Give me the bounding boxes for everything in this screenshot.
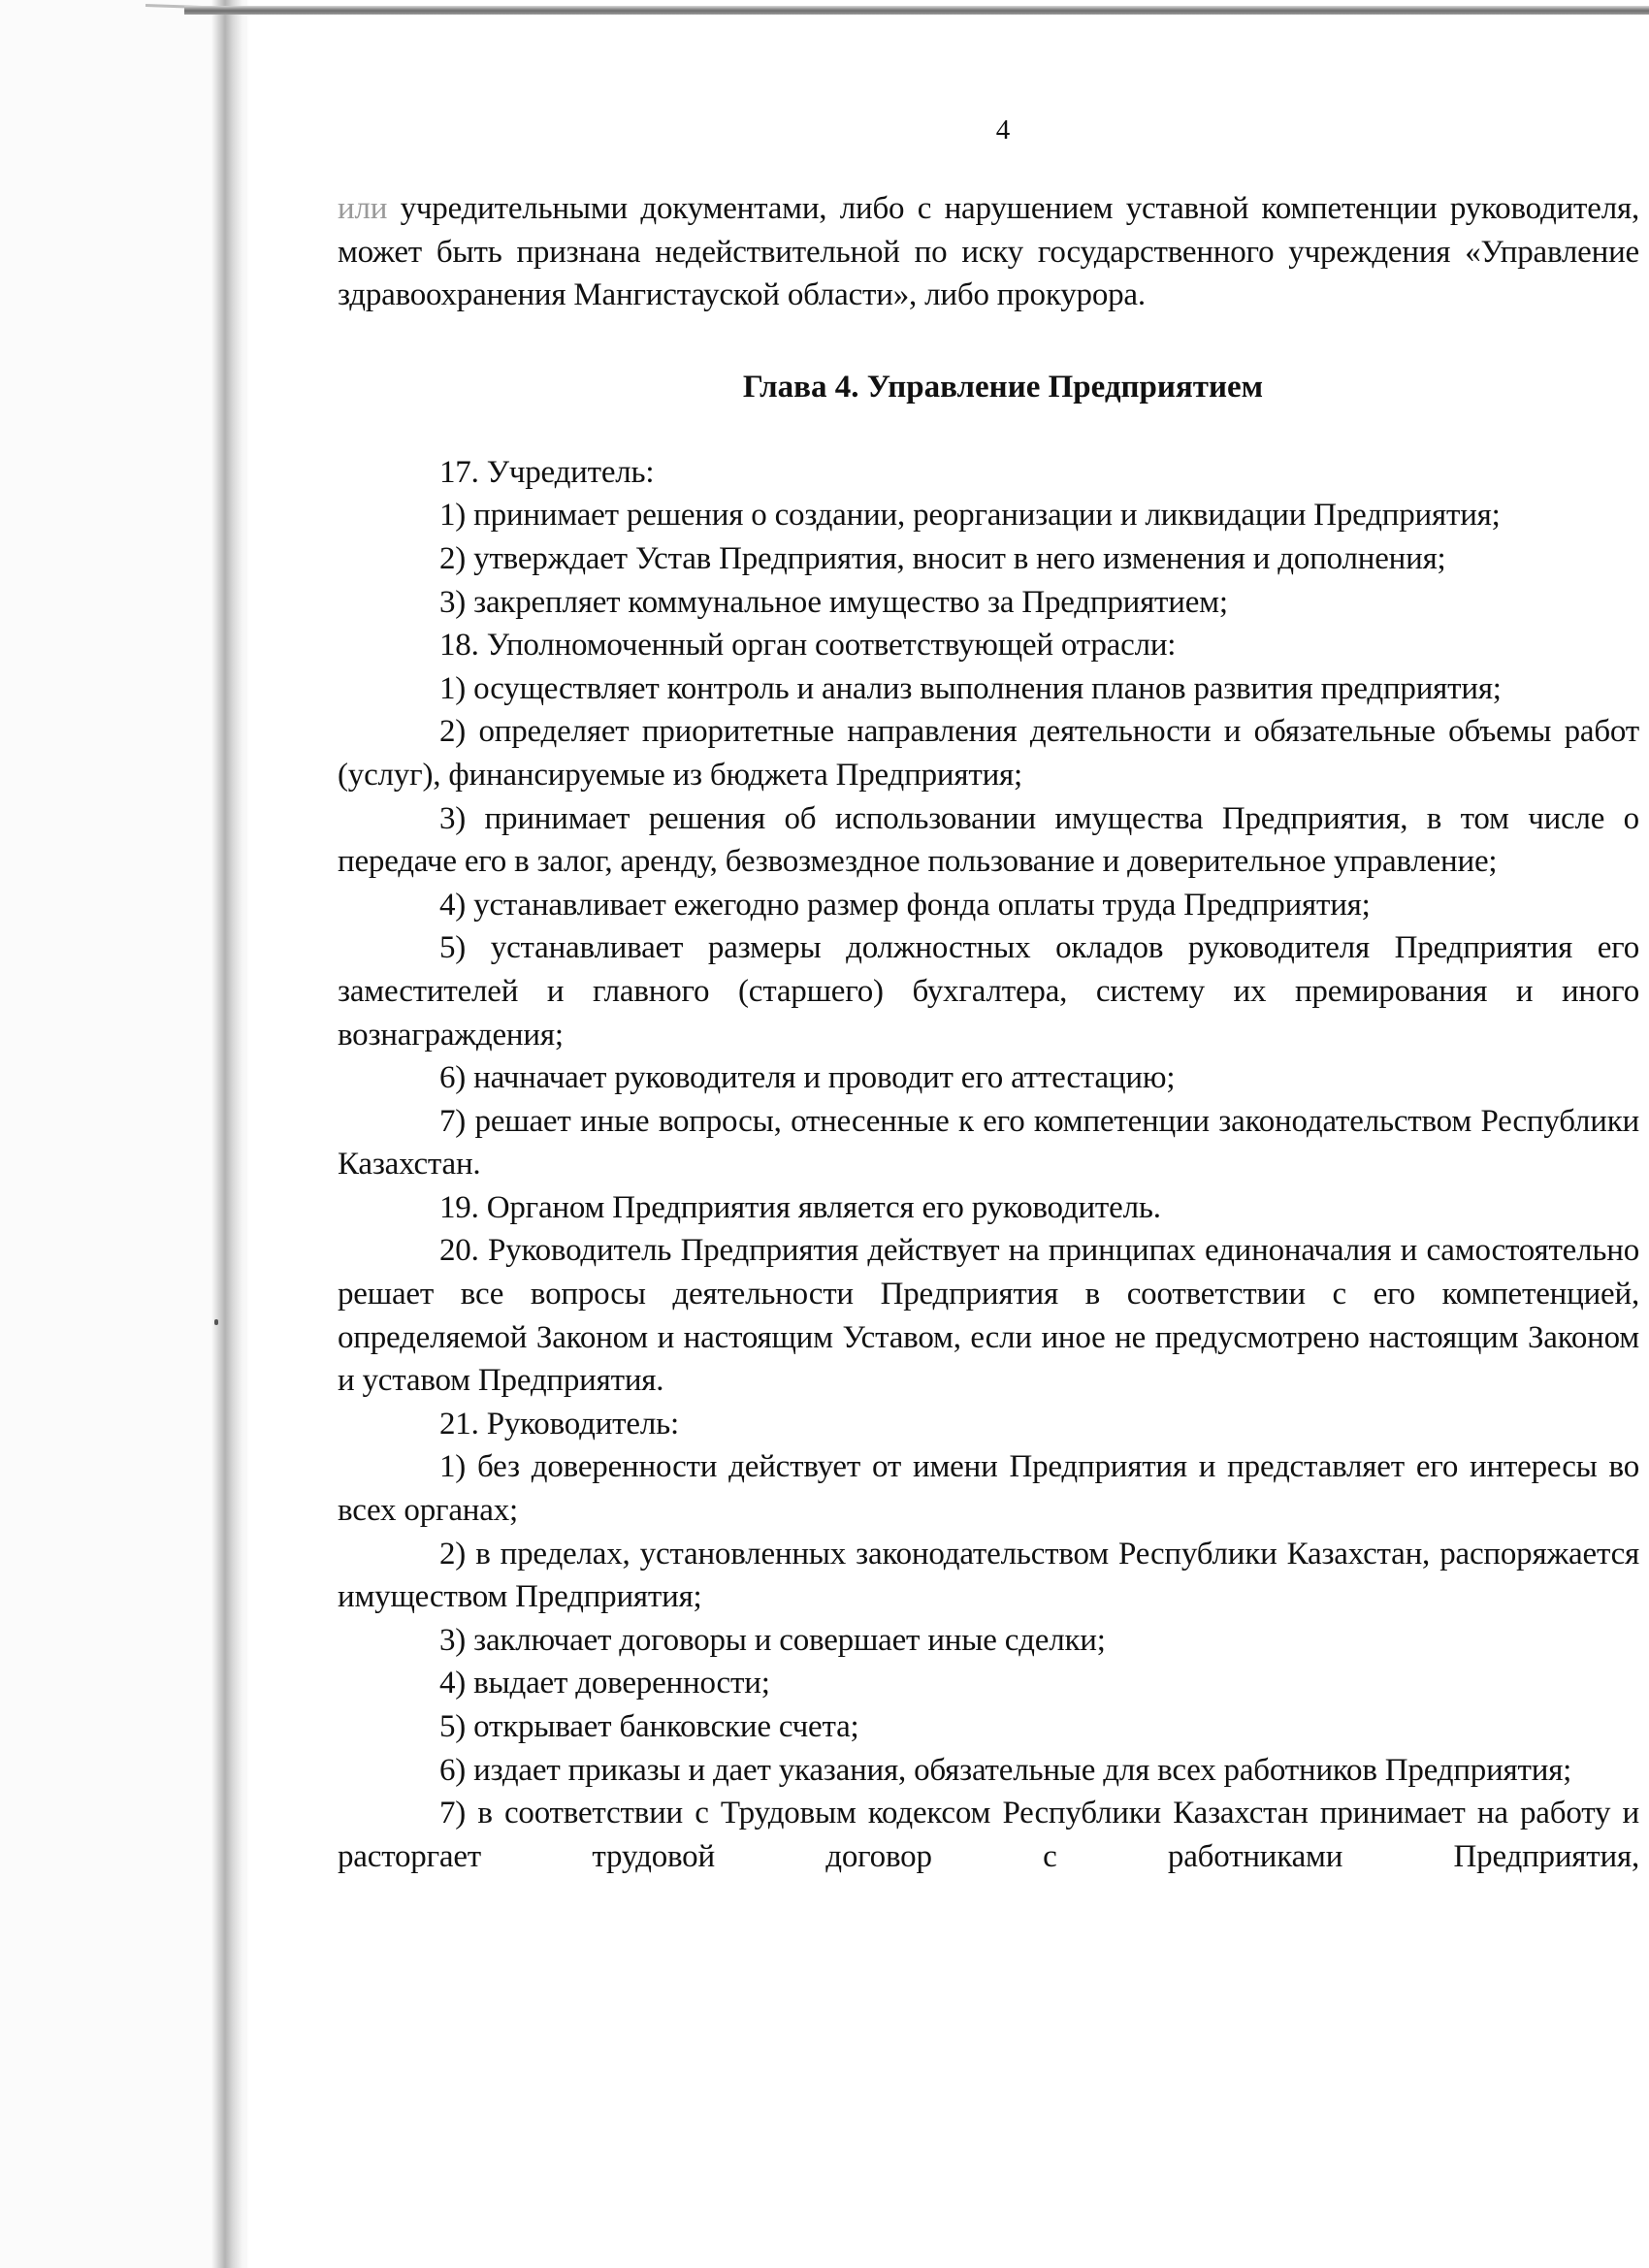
clause-21-item-2: 2) в пределах, установленных законодательством Республики Казахстан, распоряжается имуществом Предприятия; <box>338 1536 1639 1615</box>
clause-21: 21. Руководитель: <box>439 1406 679 1442</box>
clause-18-item-1: 1) осуществляет контроль и анализ выполнения планов развития предприятия; <box>439 670 1502 706</box>
clause-18-item-4: 4) устанавливает ежегодно размер фонда оплаты труда Предприятия; <box>439 887 1371 923</box>
clause-18: 18. Уполномоченный орган соответствующей отрасли: <box>439 628 1177 664</box>
page-number: 4 <box>995 114 1011 146</box>
clause-18-item-7: 7) решает иные вопросы, отнесенные к его компетенции законодательством Республики Казахстан. <box>338 1103 1639 1183</box>
intro-text: учредительными документами, либо с нарушением уставной компетенции руководителя, может быть признана недействительной по иску государственного учреждения «Управление здравоохранения Мангистауской области», либо прокурора. <box>338 191 1639 313</box>
binding-gutter-shadow <box>211 0 250 2268</box>
clause-17-item-3: 3) закрепляет коммунальное имущество за Предприятием; <box>439 584 1228 620</box>
clause-list <box>338 451 1639 1879</box>
clause-21-item-6: 6) издает приказы и дает указания, обязательные для всех работников Предприятия; <box>439 1752 1572 1788</box>
scan-speck <box>214 1319 218 1325</box>
intro-paragraph <box>338 187 1639 317</box>
clause-18-item-5: 5) устанавливает размеры должностных окладов руководителя Предприятия его заместителей и главного (старшего) бухгалтера, систему их премирования и иного вознаграждения; <box>338 930 1639 1053</box>
clause-21-item-1: 1) без доверенности действует от имени Предприятия и представляет его интересы во всех органах; <box>338 1449 1639 1529</box>
clause-20: 20. Руководитель Предприятия действует на принципах единоначалия и самостоятельно решает все вопросы деятельности Предприятия в соответствии с его компетенцией, определяемой Законом и настоящим Уставом, если иное не предусмотрено настоящим Законом и уставом Предприятия. <box>338 1233 1639 1399</box>
clause-17: 17. Учредитель: <box>439 454 655 490</box>
scan-top-border <box>184 6 1649 15</box>
clause-21-item-7: 7) в соответствии с Трудовым кодексом Республики Казахстан принимает на работу и расторгает трудовой договор с работниками Предприятия, <box>338 1796 1639 1874</box>
clause-18-item-3: 3) принимает решения об использовании имущества Предприятия, в том числе о передаче его в залог, аренду, безвозмездное пользование и доверительное управление; <box>338 800 1639 880</box>
clause-17-item-1: 1) принимает решения о создании, реорганизации и ликвидации Предприятия; <box>439 498 1501 534</box>
clause-18-item-2: 2) определяет приоритетные направления деятельности и обязательные объемы работ (услуг), финансируемые из бюджета Предприятия; <box>338 714 1639 793</box>
clause-21-item-3: 3) заключает договоры и совершает иные сделки; <box>439 1622 1106 1658</box>
clause-18-item-6: 6) начначает руководителя и проводит его аттестацию; <box>439 1060 1176 1096</box>
clause-21-item-5: 5) открывает банковские счета; <box>439 1709 859 1744</box>
clause-19: 19. Органом Предприятия является его руководитель. <box>439 1189 1161 1225</box>
clause-17-item-2: 2) утверждает Устав Предприятия, вносит в него изменения и дополнения; <box>439 540 1446 576</box>
document-page <box>338 114 1639 1878</box>
intro-faded-lead: или <box>338 191 388 226</box>
previous-page-edge <box>0 0 247 2268</box>
chapter-title: Глава 4. Управление Предприятием <box>742 369 1264 405</box>
clause-21-item-4: 4) выдает доверенности; <box>439 1666 770 1701</box>
